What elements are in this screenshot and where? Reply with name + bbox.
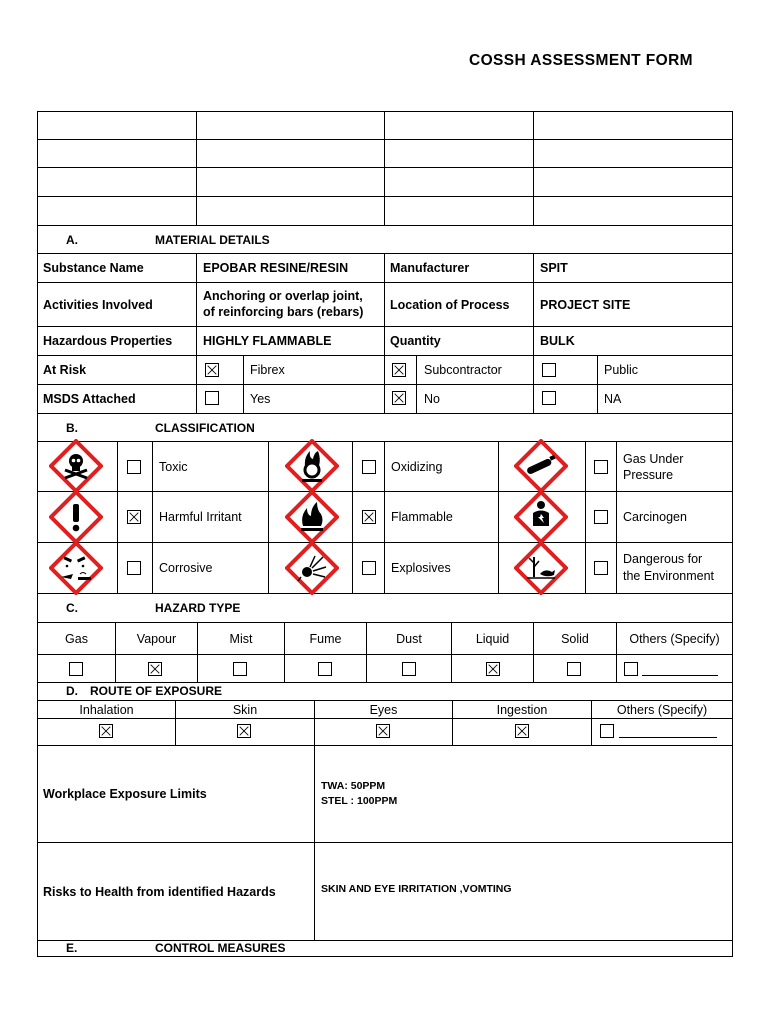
hazard-type-fume: Fume	[309, 631, 342, 646]
activities-value-line: of reinforcing bars (rebars)	[203, 305, 364, 319]
flame-icon	[285, 490, 339, 544]
flame-over-circle-icon	[285, 439, 339, 493]
label-line: Gas Under	[623, 452, 684, 466]
route-others-checkbox[interactable]	[600, 724, 614, 738]
route-eyes-checkbox[interactable]	[376, 724, 390, 738]
route-ingestion: Ingestion	[496, 702, 548, 717]
risks-value[interactable]: SKIN AND EYE IRRITATION ,VOMTING	[321, 883, 512, 895]
environment-checkbox[interactable]	[594, 561, 608, 575]
route-skin: Skin	[232, 702, 258, 717]
msds-option-label: No	[424, 392, 440, 406]
toxic-label: Toxic	[159, 459, 188, 474]
hazard-mist-checkbox[interactable]	[233, 662, 247, 676]
hazard-type-solid: Solid	[561, 631, 589, 646]
carcinogen-label: Carcinogen	[623, 510, 687, 524]
section-b-letter: B.	[66, 421, 78, 435]
toxic-checkbox[interactable]	[127, 460, 141, 474]
gas-cylinder-icon	[514, 439, 568, 493]
section-e-letter: E.	[66, 941, 78, 955]
msds-checkbox[interactable]	[392, 391, 406, 405]
hazard-type-vapour: Vapour	[136, 631, 177, 646]
section-c-letter: C.	[66, 601, 78, 615]
section-a-title: MATERIAL DETAILS	[155, 233, 270, 247]
health-hazard-icon	[514, 490, 568, 544]
msds-checkbox[interactable]	[542, 391, 556, 405]
at-risk-checkbox[interactable]	[542, 363, 556, 377]
corrosive-checkbox[interactable]	[127, 561, 141, 575]
hazard-gas-checkbox[interactable]	[69, 662, 83, 676]
exclamation-mark-icon	[49, 490, 103, 544]
section-a-letter: A.	[66, 233, 78, 247]
route-others: Others (Specify)	[616, 702, 708, 717]
header-field[interactable]	[385, 112, 532, 139]
header-field[interactable]	[38, 112, 195, 139]
environment-label	[623, 551, 731, 585]
label-line: Dangerous for	[623, 552, 703, 566]
section-b-title: CLASSIFICATION	[155, 421, 255, 435]
skull-crossbones-icon	[49, 439, 103, 493]
hazard-dust-checkbox[interactable]	[402, 662, 416, 676]
location-label: Location of Process	[390, 297, 510, 312]
msds-label: MSDS Attached	[43, 392, 136, 406]
oxidizing-label: Oxidizing	[391, 459, 443, 474]
oxidizing-checkbox[interactable]	[362, 460, 376, 474]
route-inhalation: Inhalation	[79, 702, 134, 717]
substance-name-value[interactable]: EPOBAR RESINE/RESIN	[203, 261, 349, 275]
activities-value[interactable]	[203, 288, 383, 320]
risks-label: Risks to Health from identified Hazards	[43, 884, 276, 899]
wel-values[interactable]	[321, 779, 397, 809]
flammable-label: Flammable	[391, 510, 453, 524]
hazard-type-dust: Dust	[396, 631, 422, 646]
section-d-title: ROUTE OF EXPOSURE	[90, 684, 223, 698]
msds-option-label: Yes	[250, 392, 271, 406]
gas-under-pressure-checkbox[interactable]	[594, 460, 608, 474]
route-skin-checkbox[interactable]	[237, 724, 251, 738]
quantity-label: Quantity	[390, 334, 441, 348]
at-risk-option-label: Public	[604, 363, 639, 377]
hazard-others-specify-field[interactable]	[642, 664, 718, 676]
manufacturer-value[interactable]: SPIT	[540, 261, 568, 275]
location-value[interactable]: PROJECT SITE	[540, 297, 631, 312]
stel-value: STEL : 100PPM	[321, 795, 398, 807]
harmful-irritant-label: Harmful Irritant	[159, 510, 242, 524]
header-field[interactable]	[534, 112, 732, 139]
hazard-type-gas: Gas	[65, 631, 88, 646]
route-ingestion-checkbox[interactable]	[515, 724, 529, 738]
section-d-letter: D.	[66, 684, 78, 698]
activities-value-line: Anchoring or overlap joint,	[203, 289, 363, 303]
corrosion-icon	[49, 541, 103, 595]
hazard-type-liquid: Liquid	[475, 631, 510, 646]
substance-name-label: Substance Name	[43, 261, 144, 275]
quantity-value[interactable]: BULK	[540, 334, 575, 348]
hazardous-properties-label: Hazardous Properties	[43, 334, 173, 348]
hazard-others-checkbox[interactable]	[624, 662, 638, 676]
hazard-type-mist: Mist	[229, 631, 253, 646]
section-c-title: HAZARD TYPE	[155, 601, 241, 615]
flammable-checkbox[interactable]	[362, 510, 376, 524]
hazard-liquid-checkbox[interactable]	[486, 662, 500, 676]
explosives-checkbox[interactable]	[362, 561, 376, 575]
form-title: COSSH ASSESSMENT FORM	[469, 52, 693, 69]
label-line: the Environment	[623, 569, 715, 583]
msds-option-label: NA	[604, 392, 622, 406]
at-risk-option-label: Fibrex	[250, 363, 285, 377]
at-risk-checkbox[interactable]	[392, 363, 406, 377]
hazard-vapour-checkbox[interactable]	[148, 662, 162, 676]
hazardous-properties-value[interactable]: HIGHLY FLAMMABLE	[203, 334, 332, 348]
harmful-irritant-checkbox[interactable]	[127, 510, 141, 524]
wel-label: Workplace Exposure Limits	[43, 787, 207, 801]
corrosive-label: Corrosive	[159, 561, 213, 575]
twa-value: TWA: 50PPM	[321, 780, 386, 792]
route-eyes: Eyes	[369, 702, 398, 717]
exploding-bomb-icon	[285, 541, 339, 595]
route-inhalation-checkbox[interactable]	[99, 724, 113, 738]
hazard-solid-checkbox[interactable]	[567, 662, 581, 676]
hazard-type-others: Others (Specify)	[629, 631, 720, 646]
section-e-title: CONTROL MEASURES	[155, 941, 286, 955]
at-risk-label: At Risk	[43, 363, 87, 377]
hazard-fume-checkbox[interactable]	[318, 662, 332, 676]
activities-label: Activities Involved	[43, 297, 153, 312]
carcinogen-checkbox[interactable]	[594, 510, 608, 524]
environment-icon	[514, 541, 568, 595]
header-field[interactable]	[197, 112, 383, 139]
at-risk-checkbox[interactable]	[205, 363, 219, 377]
route-others-specify-field[interactable]	[619, 726, 717, 738]
msds-checkbox[interactable]	[205, 391, 219, 405]
gas-under-pressure-label	[623, 451, 728, 483]
manufacturer-label: Manufacturer	[390, 261, 470, 275]
explosives-label: Explosives	[391, 561, 451, 575]
label-line: Pressure	[623, 468, 674, 482]
at-risk-option-label: Subcontractor	[424, 363, 502, 377]
